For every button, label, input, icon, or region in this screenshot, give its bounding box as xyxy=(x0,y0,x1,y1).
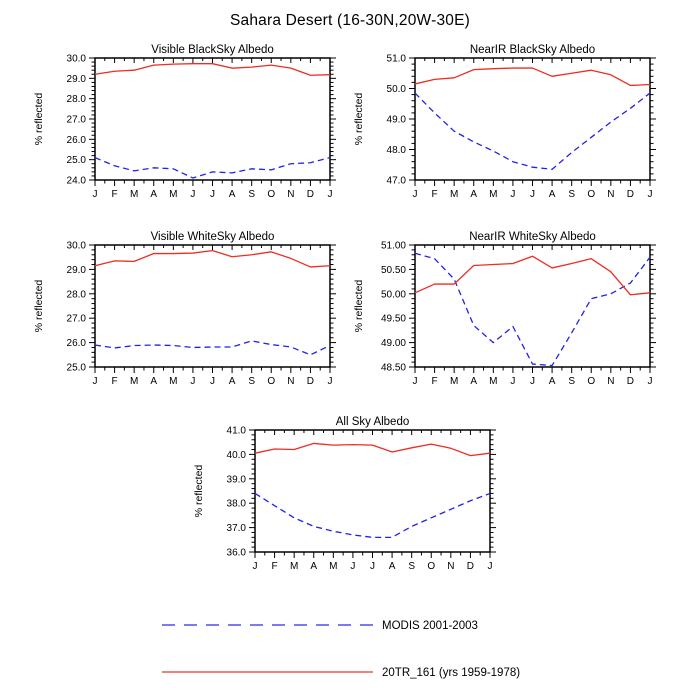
legend-label-model: 20TR_161 (yrs 1959-1978) xyxy=(382,667,521,679)
month-label: M xyxy=(329,561,338,572)
y-tick-label: 38.0 xyxy=(226,498,246,510)
subplot-title: Visible WhiteSky Albedo xyxy=(150,231,275,243)
y-tick-label: 51.00 xyxy=(380,240,406,252)
subplot-title: NearIR BlackSky Albedo xyxy=(469,44,596,56)
y-tick-label: 27.0 xyxy=(66,313,86,325)
chart-nearir-whitesky-albedo xyxy=(350,227,660,409)
y-tick-label: 39.0 xyxy=(226,474,246,486)
month-label: S xyxy=(568,189,576,200)
month-label: O xyxy=(587,376,596,387)
legend-label-modis: MODIS 2001-2003 xyxy=(382,620,478,632)
y-tick-label: 49.50 xyxy=(380,313,406,325)
chart-allsky-albedo xyxy=(190,412,500,594)
month-label: A xyxy=(228,376,236,387)
month-label: N xyxy=(287,376,295,387)
month-label: A xyxy=(150,376,158,387)
y-tick-label: 26.0 xyxy=(66,338,86,350)
chart-visible-whitesky-albedo xyxy=(30,227,340,409)
y-tick-label: 28.0 xyxy=(66,289,86,301)
month-label: F xyxy=(431,376,438,387)
month-label: J xyxy=(510,376,516,387)
month-label: M xyxy=(289,561,299,572)
subplot-title: All Sky Albedo xyxy=(335,416,410,428)
month-label: J xyxy=(647,376,653,387)
month-label: O xyxy=(267,189,276,200)
month-label: M xyxy=(129,376,139,387)
y-tick-label: 29.0 xyxy=(66,73,86,85)
y-axis-label: % reflected xyxy=(193,464,205,518)
month-label: F xyxy=(271,561,278,572)
y-tick-label: 50.50 xyxy=(380,264,406,276)
y-tick-label: 37.0 xyxy=(226,523,246,535)
month-label: A xyxy=(388,561,396,572)
chart-visible-blacksky-albedo xyxy=(30,40,340,222)
model-series-line xyxy=(415,68,650,85)
y-tick-label: 26.0 xyxy=(66,134,86,146)
y-tick-label: 28.0 xyxy=(66,94,86,106)
chart-nearir-blacksky-albedo xyxy=(350,40,660,222)
y-tick-label: 51.0 xyxy=(386,53,406,65)
y-tick-label: 30.0 xyxy=(66,240,86,252)
month-label: N xyxy=(607,376,615,387)
month-label: D xyxy=(626,189,635,200)
month-label: J xyxy=(92,189,98,200)
month-label: J xyxy=(190,189,196,200)
month-label: S xyxy=(408,561,416,572)
month-label: N xyxy=(607,189,615,200)
y-tick-label: 25.0 xyxy=(66,362,86,374)
plot-frame xyxy=(95,58,330,180)
modis-series-line xyxy=(415,93,650,169)
month-label: J xyxy=(327,189,333,200)
month-label: J xyxy=(530,376,535,387)
month-label: A xyxy=(470,376,478,387)
month-label: J xyxy=(252,561,258,572)
month-label: J xyxy=(530,189,535,200)
month-label: O xyxy=(267,376,276,387)
month-label: D xyxy=(306,189,315,200)
month-label: O xyxy=(587,189,596,200)
month-label: J xyxy=(190,376,196,387)
y-tick-label: 30.0 xyxy=(66,53,86,65)
month-label: S xyxy=(568,376,576,387)
y-tick-label: 36.0 xyxy=(226,547,246,559)
month-label: J xyxy=(647,189,653,200)
y-tick-label: 40.0 xyxy=(226,449,246,461)
subplot-title: Visible BlackSky Albedo xyxy=(151,44,274,56)
month-label: F xyxy=(111,189,118,200)
month-label: J xyxy=(510,189,516,200)
model-series-line xyxy=(255,443,490,455)
y-tick-label: 29.0 xyxy=(66,264,86,276)
month-label: F xyxy=(431,189,438,200)
month-label: A xyxy=(548,189,556,200)
month-label: M xyxy=(169,376,178,387)
y-tick-label: 50.0 xyxy=(386,84,406,95)
month-label: D xyxy=(306,376,315,387)
month-label: S xyxy=(248,376,256,387)
month-label: M xyxy=(449,376,459,387)
legend xyxy=(150,603,590,698)
y-tick-label: 25.0 xyxy=(66,155,86,167)
y-tick-label: 50.00 xyxy=(380,289,406,301)
month-label: F xyxy=(111,376,118,387)
y-axis-label: % reflected xyxy=(353,92,365,146)
month-label: O xyxy=(427,561,436,572)
month-label: J xyxy=(92,376,98,387)
month-label: M xyxy=(489,189,498,200)
modis-series-line xyxy=(255,493,490,537)
y-tick-label: 48.0 xyxy=(386,145,406,156)
plot-frame xyxy=(255,430,490,552)
model-series-line xyxy=(95,64,330,76)
figure-title: Sahara Desert (16-30N,20W-30E) xyxy=(229,12,471,29)
y-tick-label: 47.0 xyxy=(386,175,406,187)
month-label: M xyxy=(129,189,139,200)
month-label: A xyxy=(470,189,478,200)
month-label: J xyxy=(210,376,215,387)
modis-series-line xyxy=(415,253,650,365)
y-tick-label: 49.0 xyxy=(386,114,406,126)
month-label: J xyxy=(210,189,215,200)
subplot-title: NearIR WhiteSky Albedo xyxy=(469,231,596,243)
plot-frame xyxy=(415,245,650,367)
month-label: M xyxy=(169,189,178,200)
month-label: A xyxy=(228,189,236,200)
month-label: M xyxy=(489,376,498,387)
y-tick-label: 41.0 xyxy=(226,425,246,437)
month-label: A xyxy=(150,189,158,200)
month-label: N xyxy=(447,561,455,572)
month-label: A xyxy=(548,376,556,387)
month-label: J xyxy=(412,376,418,387)
modis-series-line xyxy=(95,158,330,178)
month-label: J xyxy=(327,376,333,387)
month-label: S xyxy=(248,189,256,200)
modis-series-line xyxy=(95,341,330,355)
y-tick-label: 49.00 xyxy=(380,338,406,350)
month-label: M xyxy=(449,189,459,200)
model-series-line xyxy=(95,251,330,267)
y-axis-label: % reflected xyxy=(33,92,45,146)
month-label: J xyxy=(412,189,418,200)
month-label: J xyxy=(487,561,493,572)
month-label: A xyxy=(310,561,318,572)
month-label: N xyxy=(287,189,295,200)
y-tick-label: 48.50 xyxy=(380,362,406,374)
y-axis-label: % reflected xyxy=(353,279,365,333)
month-label: D xyxy=(466,561,475,572)
y-tick-label: 24.0 xyxy=(66,175,86,187)
month-label: J xyxy=(370,561,375,572)
month-label: D xyxy=(626,376,635,387)
y-axis-label: % reflected xyxy=(33,279,45,333)
month-label: J xyxy=(350,561,356,572)
y-tick-label: 27.0 xyxy=(66,114,86,126)
